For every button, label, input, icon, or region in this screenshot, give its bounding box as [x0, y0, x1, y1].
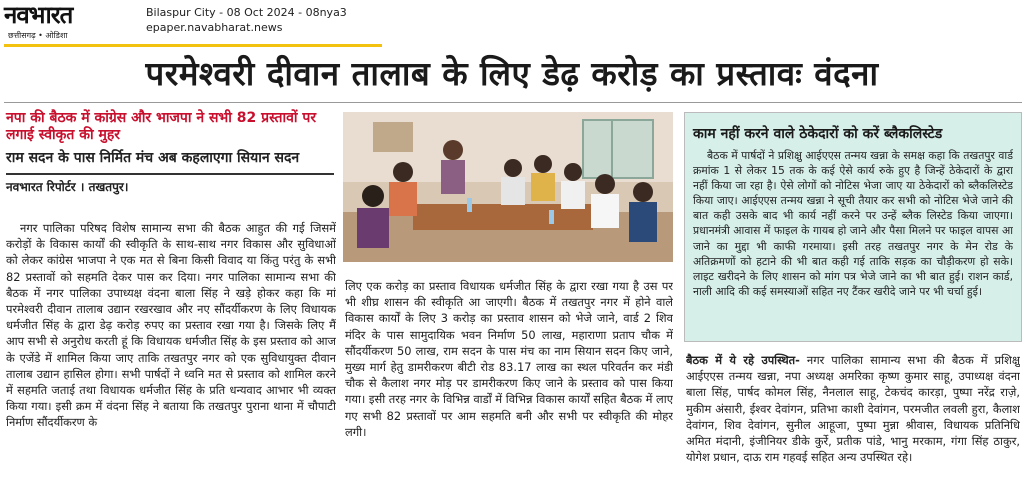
attendees-paragraph [686, 352, 1020, 478]
attendees-text: नगर पालिका सामान्य सभा की बैठक में प्रशिक्षु आईएएस तन्मय खन्ना, नपा अध्यक्ष अमरिका कृष्ण कुमार साहू, उपाध्यक्ष वंदना बाला सिंह, पार्षद कोमल सिंह, नैनलाल साहू, टेकचंद कारड़ा, पुष्पा नरेंद्र राज़े, मुकीम अंसारी, ईश्वर देवांगन, प्रतिभा काशी देवांगन, परमजीत लवली हुरा, कैलाश देवांगन, शिव देवांगन, सुनील आहूजा, पुष्पा मुन्ना श्रीवास, विधायक प्रतिनिधि अमित मंदानी, इंजीनियर डीके कुर्रे, प्रतीक पांडे, भानु मरकाम, गंगा सिंह ठाकुर, योगेश प्रधान, दाऊ राम गहवई सहित अन्य उपस्थित रहे। [686, 353, 1020, 465]
article-headline: परमेश्वरी दीवान तालाब के लिए डेढ़ करोड़ का प्रस्तावः वंदना [145, 54, 879, 93]
article-column-1: नगर पालिका परिषद विशेष सामान्य सभा की बैठक आहुत की गई जिसमें करोड़ों के विकास कार्यों की स्वीकृति के साथ-साथ नगर विकास और सुविधाओं को लेकर कांग्रेस भाजपा ने एक मत से बिना किसी विवाद या किंतु परंतु के सभी 82 प्रस्तावों को सहमति देकर पास कर दिया। नगर पालिका सामान्य सभा की बैठक में नगर पालिका उपाध्यक्ष वंदना बाला सिंह ने खड़े होकर कहा कि मां परमेश्वरी दीवान तालाब उद्यान रखरखाव और नए सौंदर्यीकरण के लिए विधायक धर्मजीत सिंह के द्वारा डेढ़ करोड़ रुपए का प्रस्ताव रखा गया है। जिसके लिए मैं आप सभी से अनुरोध करती हूं कि विधायक धर्मजीत सिंह के इस प्रस्ताव को आज के एजेंडे में शामिल किया जाए ताकि तखतपुर नगर को एक सुविधायुक्त दीवान तालाब उद्यान हासिल होगा। सभी पार्षदों ने ध्वनि मत से प्रस्ताव को शामिल करने में सहमति जताई तथा विधायक धर्मजीत सिंह के प्रति धन्यवाद आभार भी व्यक्त किया गया। इसी क्रम में वंदना सिंह ने बताया कि तखतपुर पुराना थाना में चौपाटी निर्माण सौंदर्यीकरण के [6, 221, 336, 430]
article-column-2: लिए एक करोड़ का प्रस्ताव विधायक धर्मजीत सिंह के द्वारा रखा गया है उस पर भी शीघ्र शासन की स्वीकृति आ जाएगी। बैठक में तखतपुर नगर में होने वाले विकास कार्यों के लिए 3 करोड़ का प्रस्ताव शासन को भेजे जाने, वार्ड 2 शिव मंदिर के पास सामुदायिक भवन निर्माण 50 लाख, महाराणा प्रताप चौक में सौंदर्यीकरण 50 लाख, राम सदन के पास मंच का नाम सियान सदन किए जाने, मुख्य मार्ग हेतु डामरीकरण बीटी रोड 83.17 लाख का स्थल परिवर्तन कर मंडी चौक से कैलाश नगर मोड़ पर डामरीकरण किए जाने के प्रस्ताव को पास किया गया। इसी तरह नगर के विभिन्न वार्डों में विभिन्न विकास कार्यों सहित बैठक में लाए गए सभी 82 प्रस्तावों पर आम सहमति बनी और सभी पर स्वीकृति की मोहर लगी। [345, 279, 673, 439]
newspaper-logo: नवभारत [4, 1, 73, 29]
byline: नवभारत रिपोर्टर । तखतपुर। [6, 180, 129, 194]
attendees-label: बैठक में ये रहे उपस्थित- [686, 353, 800, 367]
headline-divider [4, 102, 1022, 103]
sidebar-box-title: काम नहीं करने वाले ठेकेदारों को करें ब्लैकलिस्टेड [693, 126, 943, 142]
website-link[interactable]: epaper.navabharat.news [146, 21, 283, 34]
masthead-rule [4, 44, 382, 47]
sidebar-box-text: बैठक में पार्षदों ने प्रशिक्षु आईएएस तन्मय खन्ना के समक्ष कहा कि तखतपुर वार्ड क्रमांक 1 से लेकर 15 तक के कई ऐसे कार्य रुके हुए है जिन्हें ठेकेदारों के द्वारा नहीं किया जा रहा है। ऐसे लोगों को नोटिस भेजा जाए या ठेकेदारों को ब्लैकलिस्टेड किया जाए। आईएएस तन्मय खन्ना ने सूची तैयार कर सभी को नोटिस भेजे जाने की बात कही उसके बाद भी कार्य नहीं करने पर उन्हें ब्लैक लिस्टेड किया जाएगा। प्रधानमंत्री आवास में फाइल के गायब हो जाने और पैसा मिलने पर फाइल वापस आ जाने का मुद्दा भी काफी गरमाया। इसी तरह तखतपुर नगर के मेन रोड के अतिक्रमणों को हटाने की भी बात कही गई ताकि सड़क का चौड़ीकरण हो सके। लाइट खरीदने के लिए शासन को मांग पत्र भेजे जाने का भी बात हुई। राशन कार्ड, नाली आदि की कई समस्याओं सहित नए टैंकर खरीदे जाने पर भी चर्चा हुई। [693, 149, 1013, 298]
meeting-photo-illustration [343, 112, 673, 262]
subheadline-red: नपा की बैठक में कांग्रेस और भाजपा ने सभी 82 प्रस्तावों पर लगाई स्वीकृत की मुहर [6, 110, 317, 143]
meeting-photo [343, 112, 673, 262]
edition-info: Bilaspur City - 08 Oct 2024 - 08nya3 [146, 6, 347, 19]
byline-divider [6, 173, 334, 175]
logo-subtitle: छत्तीसगढ़ • ओडिशा [8, 31, 68, 40]
subheadline-black: राम सदन के पास निर्मित मंच अब कहलाएगा सियान सदन [6, 150, 300, 166]
